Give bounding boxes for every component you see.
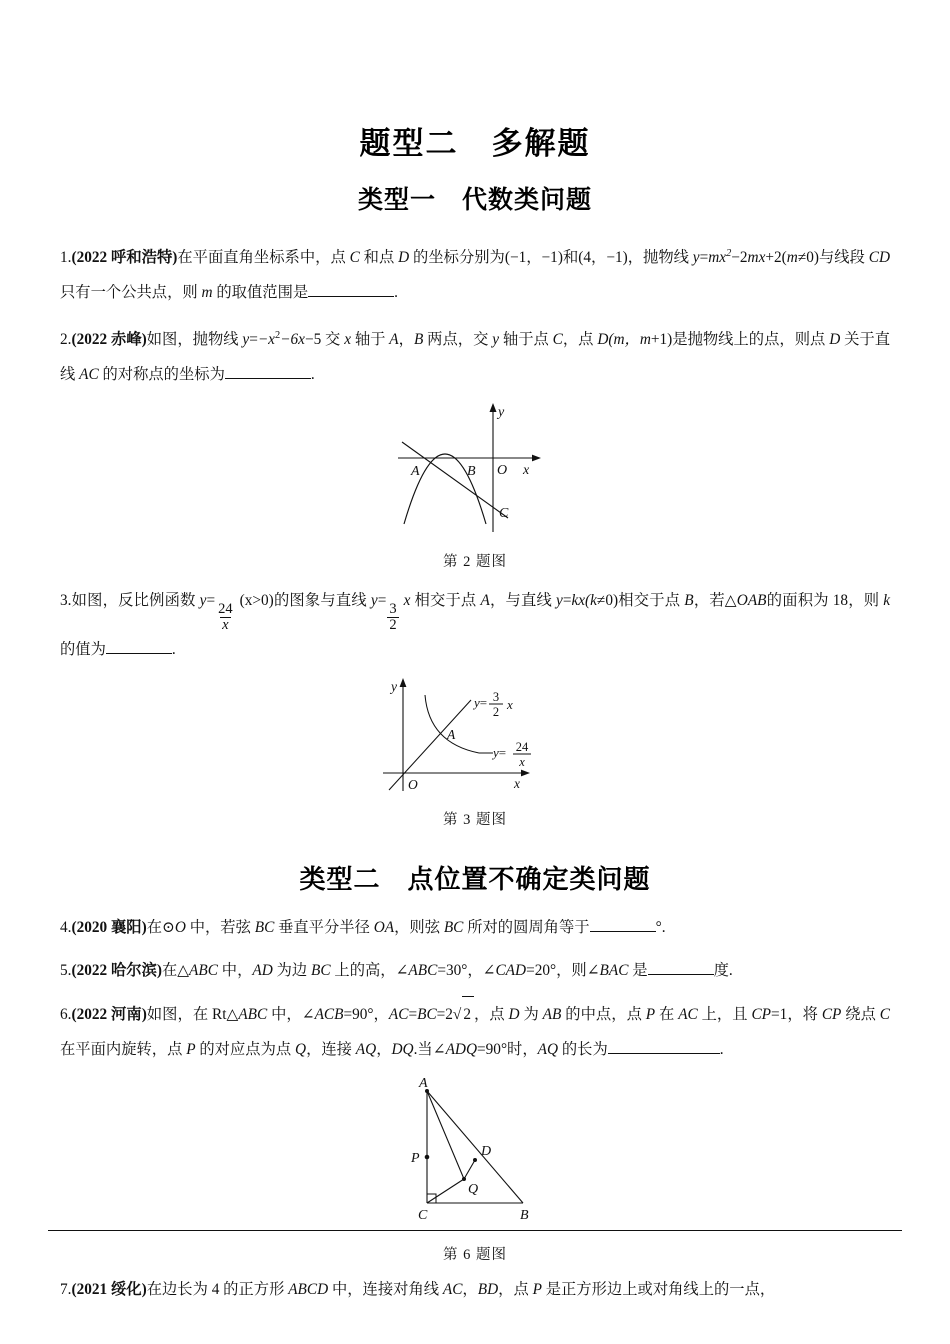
question-3-text-g: 的面积为 18，则 xyxy=(766,592,884,610)
question-3-text-h: 的值为 xyxy=(60,641,106,659)
page-title: 题型二 多解题 xyxy=(359,126,591,162)
eq-equals: = xyxy=(699,249,709,267)
question-2-source: (2022 赤峰) xyxy=(71,331,147,349)
var-AQ: AQ xyxy=(355,1041,377,1059)
var-B: B xyxy=(684,592,694,610)
question-1-text-f: ≠0)与线段 xyxy=(797,249,869,267)
question-2-text-b: 交 xyxy=(321,331,345,349)
question-6-text-b: 中，∠ xyxy=(267,1006,315,1024)
question-3-number: 3. xyxy=(60,592,72,610)
label-line-equation xyxy=(472,690,513,719)
eq-equals-3: = xyxy=(562,592,572,610)
var-P: P xyxy=(645,1006,656,1024)
var-D-coords: D(m，m xyxy=(597,331,651,349)
x-axis-arrow xyxy=(532,455,541,462)
question-5-text-g: 是 xyxy=(628,962,648,980)
question-2-text-f: 轴于点 xyxy=(499,331,553,349)
question-6-text-c: =90°， xyxy=(343,1006,389,1024)
label-O: O xyxy=(408,777,418,793)
eq-term3: −5 xyxy=(304,331,322,349)
question-1-text-a: 在平面直角坐标系中，点 xyxy=(177,249,350,267)
page-footer-rule xyxy=(48,1230,902,1231)
label-C: C xyxy=(499,506,509,522)
question-6-text-q: ， xyxy=(376,1041,392,1059)
radicand: 2 xyxy=(462,996,474,1032)
figure-3-caption: 第 3 题图 xyxy=(443,812,507,829)
question-6-text-u: 为 xyxy=(592,1041,608,1059)
var-m: m xyxy=(786,249,798,267)
label-P: P xyxy=(411,1151,420,1167)
question-5-text-a: 在△ xyxy=(161,962,190,980)
question-4-unit: °. xyxy=(655,919,666,937)
answer-blank-5[interactable] xyxy=(648,974,714,975)
question-2-text-a: 如图，抛物线 xyxy=(146,331,243,349)
question-2-text-k: 关于直线 xyxy=(60,331,890,384)
question-1-text-c: 的坐标分别为(−1，−1)和(4，−1)，抛物线 xyxy=(409,249,693,267)
eq-y: y xyxy=(242,331,250,349)
segment-DQ xyxy=(464,1160,475,1179)
svg-text:x: x xyxy=(519,755,525,770)
figure-6-svg xyxy=(380,1073,570,1238)
question-2-text-j: 上的点，则点 xyxy=(733,331,830,349)
var-AC: AC xyxy=(79,366,99,384)
var-m-2: m xyxy=(201,284,213,302)
question-2-text-c: 轴于 xyxy=(351,331,390,349)
question-3-period: . xyxy=(171,641,176,659)
question-7-text-a: 在边长为 4 的正方形 xyxy=(146,1281,289,1299)
question-2-text-h: +1) xyxy=(650,331,673,349)
svg-text:24: 24 xyxy=(515,740,529,755)
eq-y-3: y xyxy=(556,592,563,610)
label-x-axis: x xyxy=(514,776,520,792)
var-ADQ-angle: ADQ xyxy=(445,1041,478,1059)
segment-CQ xyxy=(427,1179,464,1203)
fraction-numerator: 3 xyxy=(389,600,397,617)
var-BC: BC xyxy=(417,1006,437,1024)
question-6-number: 6. xyxy=(60,1006,72,1024)
question-6-text-e: =2 xyxy=(436,1006,453,1024)
var-AB: AB xyxy=(542,1006,562,1024)
question-3-text-a: 如图，反比例函数 xyxy=(71,592,200,610)
var-y: y xyxy=(492,331,500,349)
question-4-source: (2020 襄阳) xyxy=(71,919,147,937)
fraction-denominator: 2 xyxy=(389,616,397,633)
label-A: A xyxy=(419,1076,428,1092)
var-ACB-angle: ACB xyxy=(314,1006,344,1024)
var-C: C xyxy=(879,1006,890,1024)
var-C: C xyxy=(349,249,360,267)
question-6-text-n: 在平面内旋转，点 xyxy=(60,1041,187,1059)
eq-term2: −6x xyxy=(280,331,305,349)
svg-text:2: 2 xyxy=(492,705,500,720)
question-5-text-e: =30°，∠ xyxy=(437,962,496,980)
question-1-text-e: +2( xyxy=(765,249,787,267)
line-y-equals-3-over-2-x xyxy=(389,700,471,793)
line-AC xyxy=(402,442,508,518)
question-1-number: 1. xyxy=(60,249,72,267)
var-C: C xyxy=(552,331,563,349)
question-7-text-d: ，点 xyxy=(498,1281,533,1299)
label-hyperbola-equation xyxy=(491,740,531,769)
question-4-text-a: 在⊙ xyxy=(146,919,175,937)
label-y-axis: y xyxy=(498,405,505,421)
var-AQ-2: AQ xyxy=(537,1041,559,1059)
question-7-number: 7. xyxy=(60,1281,72,1299)
question-2 xyxy=(60,318,890,392)
var-OAB: OAB xyxy=(736,592,767,610)
eq-equals: = xyxy=(206,592,216,610)
var-A: A xyxy=(389,331,399,349)
question-4-text-d: ，则弦 xyxy=(394,919,444,937)
question-6-text-m: 绕点 xyxy=(841,1006,880,1024)
question-6-text-o: 的对应点为点 xyxy=(195,1041,295,1059)
var-BAC-angle: BAC xyxy=(599,962,629,980)
question-7-text-c: ， xyxy=(462,1281,478,1299)
var-BC: BC xyxy=(254,919,275,937)
var-CP: CP xyxy=(751,1006,772,1024)
fraction-numerator: 24 xyxy=(218,600,233,617)
label-B: B xyxy=(467,464,476,480)
answer-blank-3[interactable] xyxy=(106,653,172,654)
segment-AQ xyxy=(427,1091,464,1179)
svg-text:3: 3 xyxy=(492,690,500,705)
answer-blank-1[interactable] xyxy=(308,296,394,297)
eq-term1: −x xyxy=(257,331,275,349)
question-2-text-d: ， xyxy=(398,331,414,349)
question-6-period: . xyxy=(719,1041,724,1059)
var-B: B xyxy=(413,331,424,349)
var-AC-2: AC xyxy=(678,1006,698,1024)
question-1-text-h: 的取值范围是 xyxy=(212,284,309,302)
question-6-text-d: = xyxy=(408,1006,418,1024)
var-AC: AC xyxy=(388,1006,409,1024)
question-7-text-b: 中，连接对角线 xyxy=(328,1281,443,1299)
var-CAD-angle: CAD xyxy=(495,962,527,980)
question-4-number: 4. xyxy=(60,919,72,937)
question-6-text-l: =1，将 xyxy=(771,1006,822,1024)
eq-mx-2: mx xyxy=(747,249,766,267)
label-A: A xyxy=(447,727,456,743)
var-CD: CD xyxy=(868,249,890,267)
eq-y-2: y xyxy=(370,592,378,610)
label-A: A xyxy=(411,464,420,480)
eq-kx: kx(k xyxy=(571,592,597,610)
eq-y: y xyxy=(199,592,207,610)
question-5-text-d: 上的高，∠ xyxy=(330,962,409,980)
label-O: O xyxy=(497,463,508,479)
question-2-text-l: 的对称点的坐标为 xyxy=(98,366,225,384)
radical-sign: √ xyxy=(452,1006,462,1024)
question-1-text-g: 只有一个公共点，则 xyxy=(60,284,202,302)
var-DQ: DQ xyxy=(391,1041,414,1059)
question-3 xyxy=(60,583,890,667)
var-x: x xyxy=(399,592,411,610)
svg-text:x: x xyxy=(507,697,513,713)
var-P: P xyxy=(532,1281,542,1299)
y-axis-arrow xyxy=(490,403,497,412)
question-5-text-f: =20°，则∠ xyxy=(526,962,600,980)
question-5 xyxy=(60,953,890,988)
answer-blank-4[interactable] xyxy=(590,931,656,932)
question-6-source: (2022 河南) xyxy=(71,1006,147,1024)
question-2-text-e: 两点，交 xyxy=(423,331,493,349)
question-6-text-j: 上， xyxy=(697,1006,733,1024)
question-6-text-f: ，点 xyxy=(473,1006,509,1024)
var-P-2: P xyxy=(186,1041,196,1059)
var-Q: Q xyxy=(295,1041,307,1059)
fraction-denominator: x xyxy=(222,616,229,633)
question-4-text-c: 垂直平分半径 xyxy=(274,919,374,937)
figure-3 xyxy=(60,673,890,829)
question-6 xyxy=(60,996,890,1067)
eq-equals-2: = xyxy=(377,592,387,610)
question-5-text-c: 为边 xyxy=(272,962,312,980)
question-1-text-b: 和点 xyxy=(359,249,399,267)
y-axis-arrow xyxy=(400,678,407,687)
var-A: A xyxy=(480,592,490,610)
eq-mx: mx xyxy=(708,249,727,267)
section-title-2: 类型二 点位置不确定类问题 xyxy=(299,865,651,896)
var-O: O xyxy=(174,919,186,937)
var-x: x xyxy=(344,331,351,349)
fraction-24-over-x xyxy=(216,602,235,633)
var-D: D xyxy=(508,1006,520,1024)
question-1 xyxy=(60,236,890,310)
var-ABC: ABC xyxy=(189,962,218,980)
figure-2-caption: 第 2 题图 xyxy=(443,554,507,571)
question-7 xyxy=(60,1272,890,1307)
question-3-text-b: (x>0)的图象与直线 xyxy=(235,592,371,610)
question-1-text-d: −2 xyxy=(731,249,748,267)
question-2-text-g: ，点 xyxy=(562,331,598,349)
hyperbola-curve xyxy=(425,695,479,753)
figure-3-svg xyxy=(375,673,575,803)
x-axis-arrow xyxy=(521,770,530,777)
var-k: k xyxy=(883,592,891,610)
figure-6-caption: 第 6 题图 xyxy=(443,1247,507,1264)
question-4 xyxy=(60,910,890,945)
question-5-source: (2022 哈尔滨) xyxy=(71,962,162,980)
label-C: C xyxy=(418,1208,428,1224)
eq-exponent: 2 xyxy=(726,248,732,259)
question-6-text-h: 的中点，点 xyxy=(561,1006,646,1024)
question-2-text-i: 是抛物线 xyxy=(672,331,734,349)
var-D: D xyxy=(398,249,410,267)
question-6-text-s: =90°时， xyxy=(477,1041,538,1059)
question-5-number: 5. xyxy=(60,962,72,980)
label-y-axis: y xyxy=(391,679,397,695)
question-6-text-p: ，连接 xyxy=(306,1041,356,1059)
point-P-dot xyxy=(425,1155,430,1160)
section-title-1: 类型一 代数类问题 xyxy=(357,185,592,214)
figure-2-svg xyxy=(380,400,570,545)
question-3-text-e: 相交于点 xyxy=(618,592,685,610)
point-Q-dot xyxy=(462,1177,466,1181)
eq-equals: = xyxy=(249,331,258,349)
var-OA: OA xyxy=(373,919,395,937)
var-D-2: D xyxy=(829,331,841,349)
var-ABCD: ABCD xyxy=(288,1281,329,1299)
label-B: B xyxy=(520,1208,529,1224)
eq-y: y xyxy=(692,249,700,267)
var-CP-2: CP xyxy=(821,1006,842,1024)
var-AC: AC xyxy=(442,1281,463,1299)
question-6-text-i: 在 xyxy=(655,1006,679,1024)
answer-blank-2[interactable] xyxy=(225,378,311,379)
question-5-unit: 度. xyxy=(713,962,733,980)
var-ABC: ABC xyxy=(238,1006,268,1024)
question-1-period: . xyxy=(394,284,398,302)
question-6-text-a: 如图，在 Rt△ xyxy=(146,1006,239,1024)
question-6-text-k: 且 xyxy=(732,1006,752,1024)
eq-exponent: 2 xyxy=(274,330,281,342)
svg-text:y=: y= xyxy=(493,745,507,761)
fraction-3-over-2 xyxy=(387,602,398,633)
var-BC: BC xyxy=(311,962,331,980)
question-5-text-b: 中， xyxy=(217,962,253,980)
question-4-text-b: 中，若弦 xyxy=(185,919,255,937)
point-D-dot xyxy=(473,1158,477,1162)
question-1-source: (2022 呼和浩特) xyxy=(71,249,178,267)
label-D: D xyxy=(481,1144,492,1160)
var-BD: BD xyxy=(477,1281,499,1299)
question-4-text-e: 所对的圆周角等于 xyxy=(463,919,590,937)
label-Q: Q xyxy=(468,1182,479,1198)
figure-2 xyxy=(60,400,890,571)
question-3-text-c: 相交于点 xyxy=(410,592,481,610)
question-2-number: 2. xyxy=(60,331,72,349)
question-2-period: . xyxy=(310,366,315,384)
question-6-text-t: 的长 xyxy=(558,1041,593,1059)
question-7-text-e: 是正方形边上或对角线上的一点， xyxy=(541,1281,776,1299)
figure-6 xyxy=(60,1073,890,1264)
svg-text:y=: y= xyxy=(474,695,488,711)
question-3-text-d: ，与直线 xyxy=(489,592,557,610)
label-x-axis: x xyxy=(523,463,530,479)
answer-blank-6[interactable] xyxy=(608,1053,720,1054)
var-BC-2: BC xyxy=(443,919,464,937)
question-6-text-g: 为 xyxy=(519,1006,543,1024)
question-7-source: (2021 绥化) xyxy=(71,1281,147,1299)
eq-not-equal-zero: ≠0) xyxy=(596,592,619,610)
var-AD: AD xyxy=(252,962,273,980)
question-6-text-r: .当∠ xyxy=(413,1041,446,1059)
question-3-text-f: ，若△ xyxy=(693,592,737,610)
var-ABC-angle: ABC xyxy=(408,962,438,980)
